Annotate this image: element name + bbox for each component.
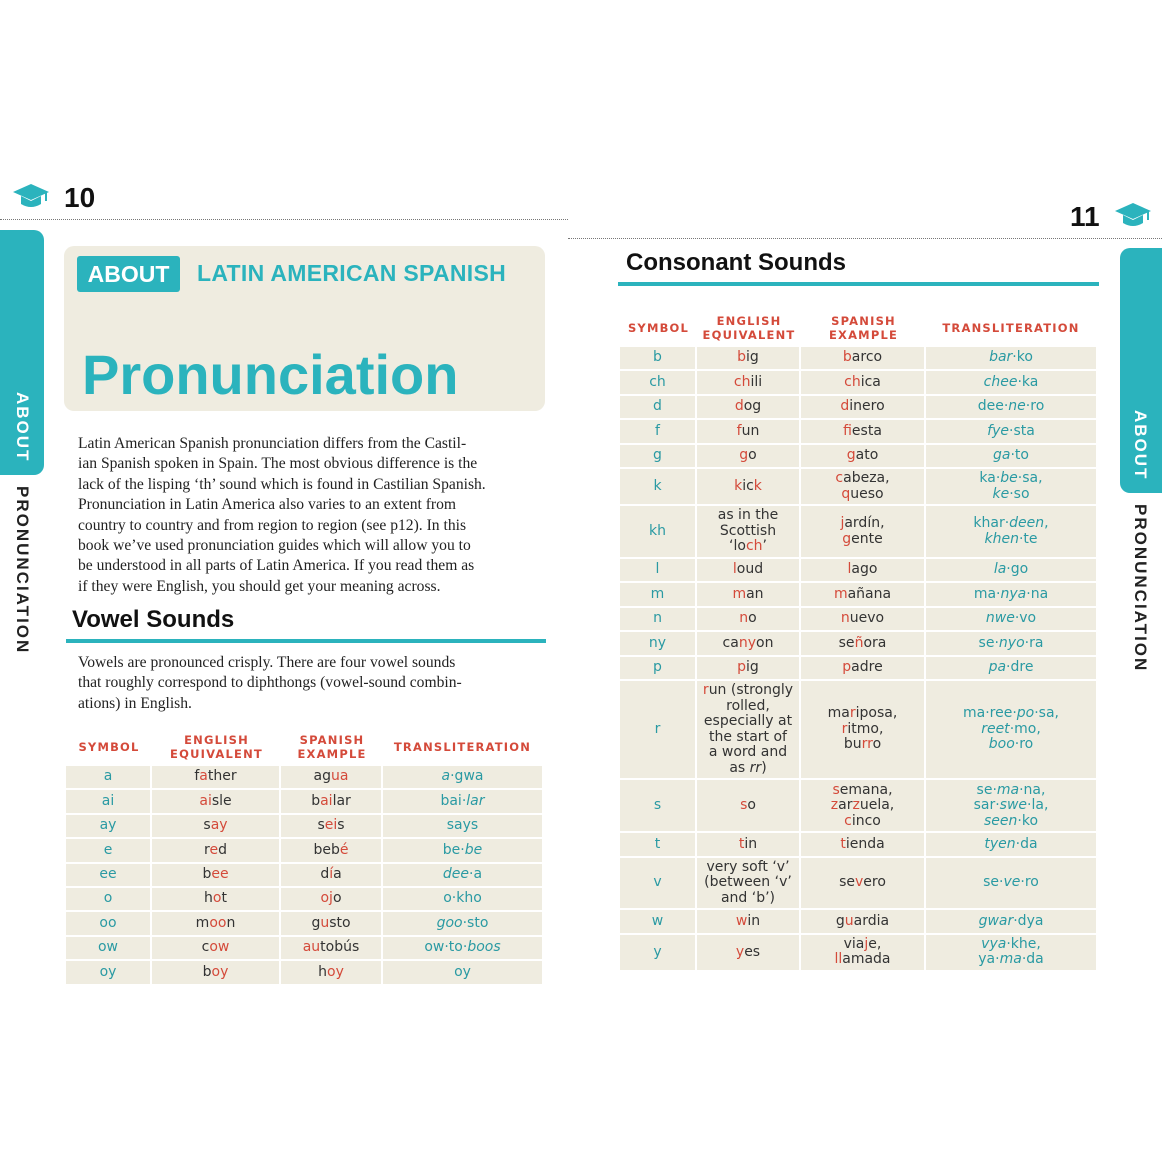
spanish-cell: padre [801, 657, 926, 681]
english-cell: big [697, 347, 801, 371]
transliteration-cell: ma·nya·na [926, 583, 1096, 607]
col-english: ENGLISH EQUIVALENT [170, 733, 263, 761]
symbol-cell: m [620, 583, 697, 607]
table-row [620, 347, 1096, 371]
table-row [620, 559, 1096, 583]
table-row [620, 833, 1096, 857]
symbol-cell: k [620, 469, 697, 506]
table-row [620, 506, 1096, 559]
english-cell: as in the Scottish ‘loch’ [697, 506, 801, 559]
transliteration-cell: khar·deen, khen·te [926, 506, 1096, 559]
table-row [620, 445, 1096, 469]
table-row [620, 632, 1096, 656]
table-row [620, 583, 1096, 607]
symbol-cell: o [66, 888, 152, 912]
spanish-cell: severo [801, 858, 926, 911]
symbol-cell: v [620, 858, 697, 911]
spanish-cell: ojo [281, 888, 383, 912]
transliteration-cell: bar·ko [926, 347, 1096, 371]
graduation-cap-icon [12, 181, 50, 211]
english-cell: tin [697, 833, 801, 857]
table-row [66, 790, 542, 814]
table-row [620, 935, 1096, 972]
english-cell: red [152, 839, 281, 863]
transliteration-cell: se·nyo·ra [926, 632, 1096, 656]
table-row [66, 937, 542, 961]
transliteration-cell: dee·a [383, 864, 542, 888]
transliteration-cell: goo·sto [383, 912, 542, 936]
spanish-cell: hoy [281, 961, 383, 985]
english-cell: pig [697, 657, 801, 681]
transliteration-cell: ow·to·boos [383, 937, 542, 961]
table-row [66, 888, 542, 912]
transliteration-cell: oy [383, 961, 542, 985]
spanish-cell: chica [801, 371, 926, 395]
transliteration-cell: se·ve·ro [926, 858, 1096, 911]
english-cell: bee [152, 864, 281, 888]
symbol-cell: ch [620, 371, 697, 395]
about-chip: ABOUT [77, 256, 180, 292]
table-row [620, 371, 1096, 395]
transliteration-cell: chee·ka [926, 371, 1096, 395]
consonant-table [620, 309, 1096, 972]
vowel-heading-rule [66, 639, 546, 643]
spanish-cell: seis [281, 815, 383, 839]
symbol-cell: f [620, 420, 697, 444]
english-cell: yes [697, 935, 801, 972]
english-cell: no [697, 608, 801, 632]
transliteration-cell: be·be [383, 839, 542, 863]
header-divider-left [0, 219, 568, 220]
transliteration-cell: dee·ne·ro [926, 396, 1096, 420]
spanish-cell: barco [801, 347, 926, 371]
transliteration-cell: vya·khe, ya·ma·da [926, 935, 1096, 972]
symbol-cell: kh [620, 506, 697, 559]
intro-paragraph: Latin American Spanish pronunciation differs from the Castil- ian Spanish spoken in Spain. The most obvious difference is the lack of the lisping ‘th’ sound which is found in Castilian Spanish. Pronunciation in Latin America also varies to an extent from country to country and from region to region (see p12). In this book we’ve used pronunciation guides which will allow you to be understood in all parts of Latin America. If you read them as if they were English, you should get your meaning across. [78, 435, 486, 595]
table-row [66, 766, 542, 790]
english-cell: run (strongly rolled, especially at the start of a word and as rr) [697, 681, 801, 781]
transliteration-cell: nwe·vo [926, 608, 1096, 632]
table-row [66, 912, 542, 936]
english-cell: canyon [697, 632, 801, 656]
spanish-cell: bailar [281, 790, 383, 814]
vowel-table [66, 728, 542, 986]
symbol-cell: ay [66, 815, 152, 839]
transliteration-cell: fye·sta [926, 420, 1096, 444]
spanish-cell: tienda [801, 833, 926, 857]
vowel-paragraph: Vowels are pronounced crisply. There are four vowel sounds that roughly correspond to diphthongs (vowel-sound combin- ations) in English. [78, 654, 462, 712]
spanish-cell: gusto [281, 912, 383, 936]
table-row [620, 780, 1096, 833]
symbol-cell: g [620, 445, 697, 469]
english-cell: go [697, 445, 801, 469]
symbol-cell: d [620, 396, 697, 420]
col-spanish: SPANISH EXAMPLE [828, 314, 899, 342]
english-cell: moon [152, 912, 281, 936]
spanish-cell: gato [801, 445, 926, 469]
col-spanish: SPANISH EXAMPLE [297, 733, 367, 761]
spanish-cell: autobús [281, 937, 383, 961]
symbol-cell: l [620, 559, 697, 583]
spanish-cell: mañana [801, 583, 926, 607]
english-cell: win [697, 910, 801, 934]
transliteration-cell: se·ma·na, sar·swe·la, seen·ko [926, 780, 1096, 833]
english-cell: loud [697, 559, 801, 583]
col-symbol: SYMBOL [627, 321, 690, 335]
symbol-cell: n [620, 608, 697, 632]
symbol-cell: y [620, 935, 697, 972]
table-row [66, 815, 542, 839]
table-row [620, 858, 1096, 911]
symbol-cell: r [620, 681, 697, 781]
col-translit: TRANSLITERATION [393, 740, 532, 754]
english-cell: very soft ‘v’ (between ‘v’ and ‘b’) [697, 858, 801, 911]
table-row [66, 839, 542, 863]
table-row [66, 961, 542, 985]
table-row [620, 681, 1096, 781]
spanish-cell: lago [801, 559, 926, 583]
transliteration-cell: a·gwa [383, 766, 542, 790]
english-cell: father [152, 766, 281, 790]
table-row [620, 420, 1096, 444]
spanish-cell: señora [801, 632, 926, 656]
symbol-cell: e [66, 839, 152, 863]
consonant-heading-rule [618, 282, 1099, 286]
symbol-cell: ai [66, 790, 152, 814]
table-row [66, 864, 542, 888]
english-cell: cow [152, 937, 281, 961]
symbol-cell: t [620, 833, 697, 857]
transliteration-cell: pa·dre [926, 657, 1096, 681]
transliteration-cell: ka·be·sa, ke·so [926, 469, 1096, 506]
side-tab-topic: PRONUNCIATION [13, 486, 32, 655]
english-cell: so [697, 780, 801, 833]
transliteration-cell: gwar·dya [926, 910, 1096, 934]
table-row [620, 910, 1096, 934]
table-row [620, 396, 1096, 420]
page-number-left: 10 [64, 182, 96, 213]
symbol-cell: ny [620, 632, 697, 656]
spanish-cell: mariposa, ritmo, burro [801, 681, 926, 781]
english-cell: say [152, 815, 281, 839]
spanish-cell: jardín, gente [801, 506, 926, 559]
symbol-cell: oy [66, 961, 152, 985]
spanish-cell: cabeza, queso [801, 469, 926, 506]
symbol-cell: p [620, 657, 697, 681]
english-cell: fun [697, 420, 801, 444]
page-number-right: 11 [1070, 201, 1100, 232]
side-tab-about-right: ABOUT [1131, 410, 1150, 481]
transliteration-cell: ga·to [926, 445, 1096, 469]
spanish-cell: semana, zarzuela, cinco [801, 780, 926, 833]
english-cell: dog [697, 396, 801, 420]
transliteration-cell: tyen·da [926, 833, 1096, 857]
side-tab-about: ABOUT [13, 392, 32, 463]
symbol-cell: w [620, 910, 697, 934]
english-cell: hot [152, 888, 281, 912]
spanish-cell: viaje, llamada [801, 935, 926, 972]
spanish-cell: bebé [281, 839, 383, 863]
english-cell: aisle [152, 790, 281, 814]
transliteration-cell: bai·lar [383, 790, 542, 814]
english-cell: kick [697, 469, 801, 506]
transliteration-cell: ma·ree·po·sa, reet·mo, boo·ro [926, 681, 1096, 781]
table-row [620, 469, 1096, 506]
transliteration-cell: o·kho [383, 888, 542, 912]
col-translit: TRANSLITERATION [942, 321, 1080, 335]
spanish-cell: día [281, 864, 383, 888]
symbol-cell: a [66, 766, 152, 790]
col-english: ENGLISH EQUIVALENT [702, 314, 796, 342]
symbol-cell: b [620, 347, 697, 371]
spanish-cell: guardia [801, 910, 926, 934]
spanish-cell: dinero [801, 396, 926, 420]
table-row [620, 608, 1096, 632]
symbol-cell: ee [66, 864, 152, 888]
english-cell: chili [697, 371, 801, 395]
spanish-cell: nuevo [801, 608, 926, 632]
side-tab-topic-right: PRONUNCIATION [1131, 504, 1150, 673]
transliteration-cell: la·go [926, 559, 1096, 583]
header-subtitle: LATIN AMERICAN SPANISH [197, 260, 507, 286]
english-cell: man [697, 583, 801, 607]
col-symbol: SYMBOL [78, 740, 140, 754]
transliteration-cell: says [383, 815, 542, 839]
consonant-heading: Consonant Sounds [626, 249, 846, 276]
english-cell: boy [152, 961, 281, 985]
symbol-cell: ow [66, 937, 152, 961]
vowel-heading: Vowel Sounds [72, 606, 235, 633]
page-title: Pronunciation [82, 343, 459, 406]
symbol-cell: oo [66, 912, 152, 936]
graduation-cap-icon [1114, 200, 1152, 230]
spanish-cell: fiesta [801, 420, 926, 444]
header-divider-right [568, 238, 1162, 239]
symbol-cell: s [620, 780, 697, 833]
spanish-cell: agua [281, 766, 383, 790]
table-row [620, 657, 1096, 681]
